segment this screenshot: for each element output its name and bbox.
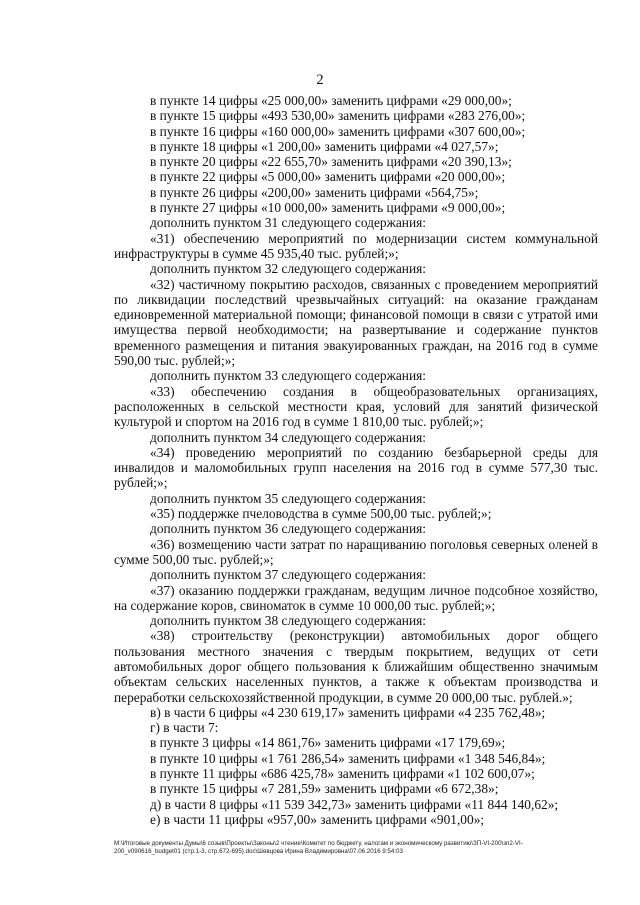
- paragraph: в) в части 6 цифры «4 230 619,17» заменить цифрами «4 235 762,48»;: [150, 704, 546, 720]
- paragraph: «38) строительству (реконструкции) автомобильных дорог общего пользования местного значения с твердым покрытием, ведущих от сети автомобильных дорог общего пользования к ближайшим общественно значимым объектам сельских населенных пунктов, а также к объектам производства и переработки сельскохозяйственной продукции, в сумме 20 000,00 тыс. рублей.»;: [114, 628, 598, 705]
- paragraph: в пункте 16 цифры «160 000,00» заменить цифрами «307 600,00»;: [150, 123, 526, 139]
- document-footer: [114, 840, 604, 855]
- footer-path-line: M:\Итоговые документы Думы\6 созыв\Проекты\Законы\2 чтение\Комитет по бюджету, налогам и экономическому развитию\ЗП-VI-200\зп2-VI-: [114, 840, 523, 847]
- paragraph: в пункте 22 цифры «5 000,00» заменить цифрами «20 000,00»;: [150, 169, 506, 185]
- paragraph: дополнить пунктом 37 следующего содержания:: [150, 567, 427, 583]
- paragraph: «33) обеспечению создания в общеобразовательных организациях, расположенных в сельской местности края, условий для занятий физической культурой и спортом на 2016 год в сумме 1 810,00 тыс. рублей;»;: [114, 383, 598, 430]
- paragraph: «32) частичному покрытию расходов, связанных с проведением мероприятий по ликвидации последствий чрезвычайных ситуаций: на оказание гражданам единовременной материальной помощи; финансовой помощи в связи с утратой ими имущества первой необходимости; на развертывание и содержание пунктов временного размещения и питания эвакуированных граждан, на 2016 год в сумме 590,00 тыс. рублей;»;: [114, 276, 598, 369]
- footer-path-line: 200_v090616_budget01 (стр.1-3, стр.672-695).doc\Шевцова Ирина Владимировна\07.06.2016 9:54:03: [114, 847, 403, 855]
- paragraph: д) в части 8 цифры «11 539 342,73» заменить цифрами «11 844 140,62»;: [150, 796, 559, 812]
- paragraph: дополнить пунктом 33 следующего содержания:: [150, 368, 427, 384]
- document-body: [114, 93, 598, 827]
- paragraph: дополнить пунктом 31 следующего содержания:: [150, 215, 427, 231]
- paragraph: «36) возмещению части затрат по наращиванию поголовья северных оленей в сумме 500,00 тыс. рублей;»;: [114, 536, 598, 567]
- paragraph: «35) поддержке пчеловодства в сумме 500,00 тыс. рублей;»;: [150, 506, 492, 522]
- paragraph: дополнить пунктом 36 следующего содержания:: [150, 521, 427, 537]
- paragraph: в пункте 20 цифры «22 655,70» заменить цифрами «20 390,13»;: [150, 154, 512, 170]
- paragraph: «37) оказанию поддержки гражданам, ведущим личное подсобное хозяйство, на содержание коров, свиноматок в сумме 10 000,00 тыс. рублей;»;: [114, 582, 598, 613]
- paragraph: в пункте 10 цифры «1 761 286,54» заменить цифрами «1 348 546,84»;: [150, 750, 546, 766]
- paragraph: г) в части 7:: [150, 720, 219, 736]
- paragraph: в пункте 26 цифры «200,00» заменить цифрами «564,75»;: [150, 184, 479, 200]
- paragraph: в пункте 15 цифры «493 530,00» заменить цифрами «283 276,00»;: [150, 108, 526, 124]
- paragraph: «31) обеспечению мероприятий по модернизации систем коммунальной инфраструктуры в сумме 45 935,40 тыс. рублей;»;: [114, 230, 598, 261]
- paragraph: в пункте 3 цифры «14 861,76» заменить цифрами «17 179,69»;: [150, 735, 506, 751]
- paragraph: в пункте 14 цифры «25 000,00» заменить цифрами «29 000,00»;: [150, 93, 512, 108]
- page-number: 2: [316, 72, 324, 88]
- paragraph: «34) проведению мероприятий по созданию безбарьерной среды для инвалидов и маломобильных групп населения на 2016 год в сумме 577,30 тыс. рублей;»;: [114, 444, 598, 491]
- paragraph: дополнить пунктом 38 следующего содержания:: [150, 613, 427, 629]
- paragraph: в пункте 18 цифры «1 200,00» заменить цифрами «4 027,57»;: [150, 138, 499, 154]
- paragraph: в пункте 27 цифры «10 000,00» заменить цифрами «9 000,00»;: [150, 200, 506, 216]
- paragraph: дополнить пунктом 34 следующего содержания:: [150, 429, 427, 445]
- paragraph: е) в части 11 цифры «957,00» заменить цифрами «901,00»;: [150, 811, 485, 827]
- paragraph: в пункте 11 цифры «686 425,78» заменить цифрами «1 102 600,07»;: [150, 766, 535, 782]
- paragraph: дополнить пунктом 35 следующего содержания:: [150, 490, 427, 506]
- paragraph: в пункте 15 цифры «7 281,59» заменить цифрами «6 672,38»;: [150, 781, 499, 797]
- paragraph: дополнить пунктом 32 следующего содержания:: [150, 261, 427, 277]
